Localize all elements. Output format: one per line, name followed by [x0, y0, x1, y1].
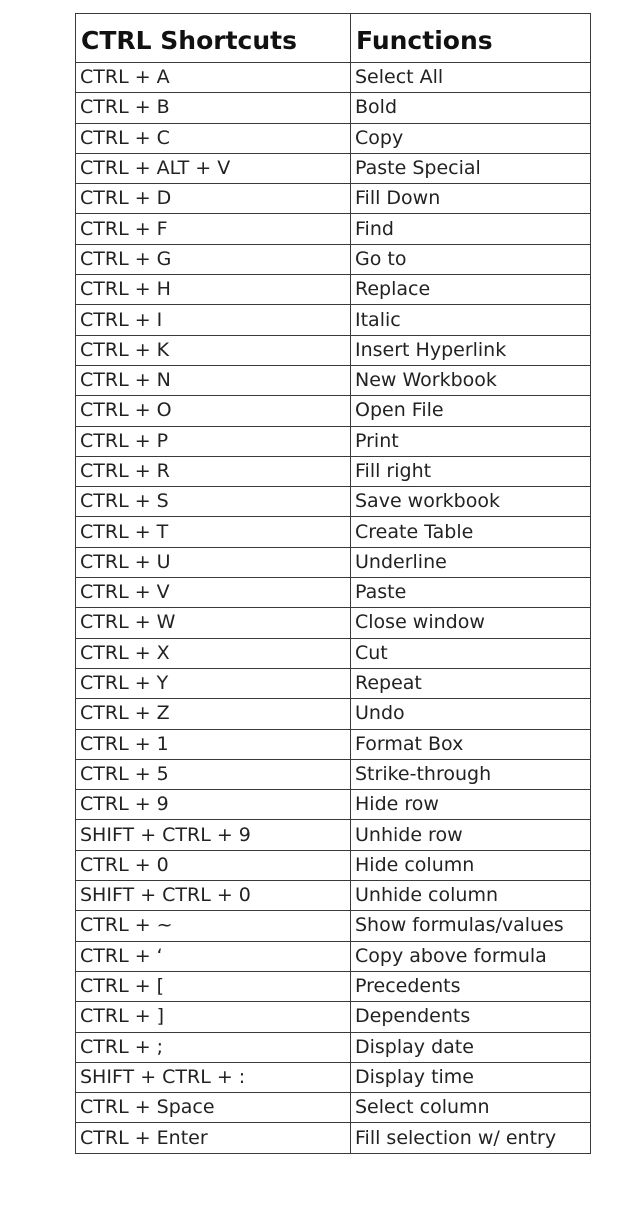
function-cell: Repeat	[351, 668, 591, 698]
shortcut-cell: CTRL + U	[76, 547, 351, 577]
shortcut-cell: CTRL + F	[76, 214, 351, 244]
header-shortcuts: CTRL Shortcuts	[76, 14, 351, 63]
shortcut-cell: CTRL + K	[76, 335, 351, 365]
table-row	[76, 63, 591, 93]
function-cell: Show formulas/values	[351, 911, 591, 941]
shortcut-cell: CTRL + 0	[76, 850, 351, 880]
table-row	[76, 396, 591, 426]
shortcut-cell: CTRL + N	[76, 365, 351, 395]
function-cell: New Workbook	[351, 365, 591, 395]
table-row	[76, 1123, 591, 1153]
function-cell: Select All	[351, 63, 591, 93]
function-cell: Paste Special	[351, 153, 591, 183]
table-row	[76, 911, 591, 941]
table-row	[76, 1093, 591, 1123]
shortcut-cell: CTRL + W	[76, 608, 351, 638]
function-cell: Hide column	[351, 850, 591, 880]
table-row	[76, 456, 591, 486]
shortcut-cell: CTRL + Space	[76, 1093, 351, 1123]
table-row	[76, 335, 591, 365]
shortcut-cell: SHIFT + CTRL + :	[76, 1062, 351, 1092]
table-row	[76, 971, 591, 1001]
function-cell: Print	[351, 426, 591, 456]
function-cell: Underline	[351, 547, 591, 577]
function-cell: Save workbook	[351, 487, 591, 517]
table-row	[76, 547, 591, 577]
table-row	[76, 1032, 591, 1062]
table-row	[76, 608, 591, 638]
table-row	[76, 1002, 591, 1032]
shortcut-cell: CTRL + ‘	[76, 941, 351, 971]
function-cell: Insert Hyperlink	[351, 335, 591, 365]
header-row	[76, 14, 591, 63]
function-cell: Cut	[351, 638, 591, 668]
table-row	[76, 578, 591, 608]
table-row	[76, 275, 591, 305]
table-row	[76, 123, 591, 153]
function-cell: Unhide column	[351, 881, 591, 911]
shortcut-cell: CTRL + 1	[76, 729, 351, 759]
table-row	[76, 1062, 591, 1092]
table-row	[76, 790, 591, 820]
shortcut-cell: CTRL + B	[76, 93, 351, 123]
shortcut-cell: CTRL + X	[76, 638, 351, 668]
table-row	[76, 729, 591, 759]
shortcut-cell: CTRL + ;	[76, 1032, 351, 1062]
table-header	[76, 14, 591, 63]
function-cell: Replace	[351, 275, 591, 305]
shortcut-cell: CTRL + V	[76, 578, 351, 608]
shortcut-cell: SHIFT + CTRL + 0	[76, 881, 351, 911]
table-body	[76, 63, 591, 1154]
shortcut-cell: CTRL + 5	[76, 759, 351, 789]
function-cell: Open File	[351, 396, 591, 426]
shortcut-cell: CTRL + T	[76, 517, 351, 547]
shortcut-cell: CTRL + Z	[76, 699, 351, 729]
function-cell: Create Table	[351, 517, 591, 547]
shortcut-cell: CTRL + 9	[76, 790, 351, 820]
table-row	[76, 184, 591, 214]
function-cell: Close window	[351, 608, 591, 638]
table-row	[76, 881, 591, 911]
table-row	[76, 850, 591, 880]
table-row	[76, 941, 591, 971]
shortcut-cell: CTRL + H	[76, 275, 351, 305]
table-row	[76, 699, 591, 729]
function-cell: Unhide row	[351, 820, 591, 850]
shortcut-cell: CTRL + G	[76, 244, 351, 274]
table-row	[76, 93, 591, 123]
function-cell: Dependents	[351, 1002, 591, 1032]
table-row	[76, 638, 591, 668]
shortcut-cell: CTRL + P	[76, 426, 351, 456]
function-cell: Paste	[351, 578, 591, 608]
table-row	[76, 365, 591, 395]
function-cell: Italic	[351, 305, 591, 335]
table-row	[76, 305, 591, 335]
shortcut-cell: CTRL + Enter	[76, 1123, 351, 1153]
function-cell: Display date	[351, 1032, 591, 1062]
function-cell: Fill Down	[351, 184, 591, 214]
shortcut-cell: CTRL + R	[76, 456, 351, 486]
shortcut-cell: CTRL + C	[76, 123, 351, 153]
table-row	[76, 668, 591, 698]
table-row	[76, 487, 591, 517]
shortcut-cell: CTRL + ]	[76, 1002, 351, 1032]
table-row	[76, 244, 591, 274]
function-cell: Bold	[351, 93, 591, 123]
table-row	[76, 759, 591, 789]
shortcut-cell: CTRL + ALT + V	[76, 153, 351, 183]
shortcut-cell: CTRL + [	[76, 971, 351, 1001]
shortcut-cell: CTRL + O	[76, 396, 351, 426]
shortcut-cell: CTRL + D	[76, 184, 351, 214]
function-cell: Fill selection w/ entry	[351, 1123, 591, 1153]
shortcut-cell: CTRL + S	[76, 487, 351, 517]
header-functions: Functions	[351, 14, 591, 63]
shortcut-cell: CTRL + Y	[76, 668, 351, 698]
function-cell: Precedents	[351, 971, 591, 1001]
function-cell: Copy above formula	[351, 941, 591, 971]
function-cell: Fill right	[351, 456, 591, 486]
shortcut-cell: SHIFT + CTRL + 9	[76, 820, 351, 850]
function-cell: Copy	[351, 123, 591, 153]
shortcut-cell: CTRL + A	[76, 63, 351, 93]
function-cell: Strike-through	[351, 759, 591, 789]
function-cell: Format Box	[351, 729, 591, 759]
shortcuts-table	[75, 13, 591, 1154]
function-cell: Go to	[351, 244, 591, 274]
shortcut-cell: CTRL + I	[76, 305, 351, 335]
table-row	[76, 214, 591, 244]
shortcut-cell: CTRL + ~	[76, 911, 351, 941]
function-cell: Undo	[351, 699, 591, 729]
function-cell: Find	[351, 214, 591, 244]
function-cell: Display time	[351, 1062, 591, 1092]
function-cell: Select column	[351, 1093, 591, 1123]
table-row	[76, 517, 591, 547]
function-cell: Hide row	[351, 790, 591, 820]
table-row	[76, 426, 591, 456]
table-row	[76, 153, 591, 183]
table-row	[76, 820, 591, 850]
